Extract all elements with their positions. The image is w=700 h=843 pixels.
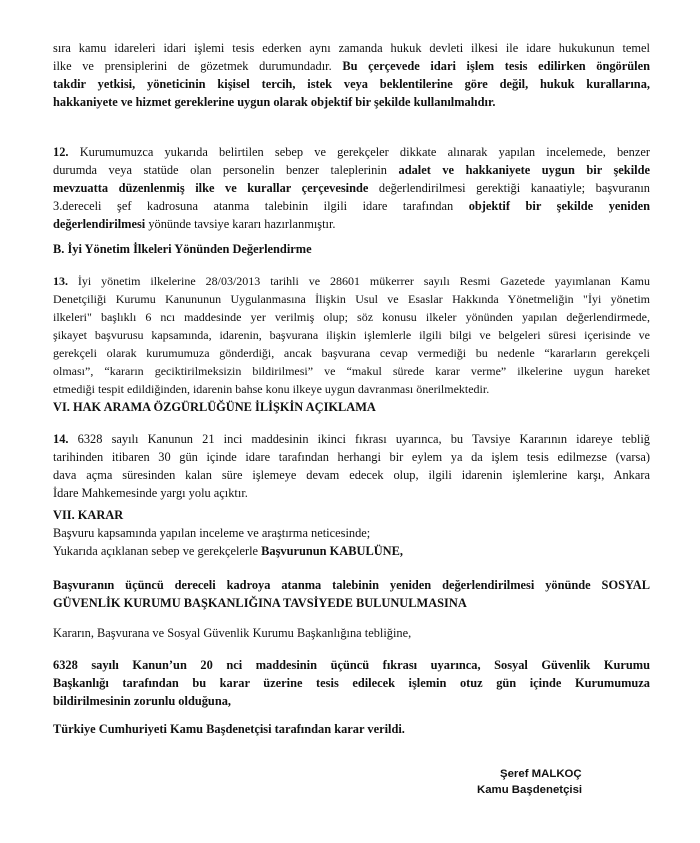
paragraph-13 — [53, 272, 650, 398]
law-clause — [53, 656, 650, 710]
text-line — [53, 656, 650, 674]
signature-title: Kamu Başdenetçisi — [477, 784, 583, 796]
text-segment: 6328 sayılı Kanunun 21 inci maddesinin ikinci fıkrası uyarınca, bu Tavsiye Kararının idareye tebliğ — [77, 432, 650, 446]
text-line — [53, 272, 650, 290]
bold-text: mevzuatta düzenlenmiş ilke ve kurallar çerçevesinde — [53, 181, 369, 195]
heading-text: VI. HAK ARAMA ÖZGÜRLÜĞÜNE İLİŞKİN AÇIKLAMA — [53, 400, 376, 414]
bold-text: bildirilmesinin zorunlu olduğuna, — [53, 694, 232, 708]
text-segment: İyi yönetim ilkelerine 28/03/2013 tarihli ve 28601 mükerrer sayılı Resmi Gazetede yayımlanan Kamu — [77, 274, 651, 288]
text-line: Kararın, Başvurana ve Sosyal Güvenlik Kurumu Başkanlığına tebliğine, — [53, 626, 412, 640]
text-line — [53, 179, 650, 197]
bold-text: Türkiye Cumhuriyeti Kamu Başdenetçisi tarafından karar verildi. — [53, 722, 405, 736]
section-heading-vi — [53, 398, 650, 416]
bold-text: objektif bir şekilde yeniden — [468, 199, 650, 213]
text-line — [53, 161, 650, 179]
text-line: dava açma süresinden kalan süre işlemeye devam edecek olup, ilgili idarenin işlemlerine karşı, Ankara — [53, 468, 650, 482]
text-segment: Kurumumuzca yukarıda belirtilen sebep ve gerekçeler dikkate alınarak yapılan incelemede, benzer — [79, 145, 650, 159]
text-line: şikayet başvurusu kapsamında, idarenin, başvurana ilişkin işlemlerle ilgili bilgi ve belgeleri süresi içerisinde ve — [53, 328, 650, 342]
bold-text: Başkanlığı tarafından bu karar üzerine tesis edilecek işlemin otuz gün içinde Kurumumuza — [53, 676, 650, 690]
heading-text: VII. KARAR — [53, 508, 124, 522]
text-segment: ilke ve prensiplerini de gözetmek durumundadır. — [53, 59, 332, 73]
text-line: olması”, “kararın geciktirilmeksizin bildirilmesi” ve “makul sürede karar verme” ilkelerine uygun hareket — [53, 364, 650, 378]
final-statement — [53, 720, 650, 738]
text-line — [53, 143, 650, 161]
text-line — [53, 692, 650, 710]
text-line — [53, 720, 650, 738]
bold-text: adalet ve hakkaniyete uygun bir şekilde — [398, 163, 650, 177]
recommendation — [53, 576, 650, 612]
bold-text: takdir yetkisi, yöneticinin kişisel tercih, istek veya beklentilerine göre değil, hukuk kurallarına, — [53, 77, 650, 91]
text-line — [53, 674, 650, 692]
text-line — [53, 75, 650, 93]
signature-name: Şeref MALKOÇ — [500, 768, 582, 780]
paragraph-continuation — [53, 39, 650, 111]
bold-text: Bu çerçevede idari işlem tesis edilirken öngörülen — [342, 59, 650, 73]
text-line — [53, 594, 650, 612]
paragraph-number: 12. — [53, 145, 69, 159]
text-line — [53, 430, 650, 448]
section-karar — [53, 506, 650, 560]
text-line: İdare Mahkemesinde yargı yolu açıktır. — [53, 486, 248, 500]
text-line: sıra kamu idareleri idari işlemi tesis ederken aynı zamanda hukuk devleti ilkesi ile idare hukukunun temel — [53, 41, 650, 55]
text-line — [53, 215, 650, 233]
text-line: Başvuru kapsamında yapılan inceleme ve araştırma neticesinde; — [53, 526, 371, 540]
bold-text: Başvuranın üçüncü dereceli kadroya atanma talebinin yeniden değerlendirilmesi yönünde SOSYAL — [53, 578, 650, 592]
text-line: gerekçeli olarak kurumumuza gönderdiği, ancak başvurana cevap vermediği bu nedenle “kararların gerekçeli — [53, 346, 650, 360]
paragraph-number: 14. — [53, 432, 69, 446]
bold-text: hakkaniyete ve hizmet gereklerine uygun olarak objektif bir şekilde kullanılmalıdır. — [53, 95, 496, 109]
paragraph-14 — [53, 430, 650, 502]
text-line — [53, 197, 650, 215]
notification — [53, 624, 650, 642]
text-segment: değerlendirilmesi gerektiği kanaatiyle; başvuranın — [378, 181, 650, 195]
text-line: tarihinden itibaren 30 gün içinde idare tarafından herhangi bir eylem ya da işlem tesis edilmezse (varsa) — [53, 450, 650, 464]
text-line — [53, 57, 650, 75]
text-segment: yönünde tavsiye kararı hazırlanmıştır. — [148, 217, 336, 231]
text-line — [53, 93, 650, 111]
text-segment: durumda veya statüde olan personelin benzer taleplerinin — [53, 163, 387, 177]
paragraph-number: 13. — [53, 274, 68, 288]
text-line — [53, 576, 650, 594]
text-line — [53, 542, 650, 560]
heading-text: B. İyi Yönetim İlkeleri Yönünden Değerlendirme — [53, 242, 312, 256]
section-heading-b — [53, 240, 650, 258]
bold-text: Başvurunun KABULÜNE, — [261, 544, 403, 558]
text-segment: 3.dereceli şef kadrosuna atanma talebinin ilgili idare tarafından — [53, 199, 454, 213]
text-line: Denetçiliği Kurumu Kanununun Uygulanmasına İlişkin Usul ve Esaslar Hakkında Yönetmeliğin "İyi yönetim — [53, 292, 650, 306]
paragraph-12 — [53, 143, 650, 233]
text-segment: Yukarıda açıklanan sebep ve gerekçelerle — [53, 544, 259, 558]
text-line: etmediği tespit edildiğinden, idarenin bahse konu ilkeye uygun davranması önerilmektedir. — [53, 382, 490, 396]
text-line: ilkeleri" başlıklı 6 ncı maddesinde yer verilmiş olup; söz konusu ilkeler yönünden yapılan değerlendirmede, — [53, 310, 650, 324]
bold-text: GÜVENLİK KURUMU BAŞKANLIĞINA TAVSİYEDE BULUNULMASINA — [53, 596, 467, 610]
bold-text: 6328 sayılı Kanun’un 20 nci maddesinin üçüncü fıkrası uyarınca, Sosyal Güvenlik Kurumu — [53, 658, 650, 672]
bold-text: değerlendirilmesi — [53, 217, 146, 231]
